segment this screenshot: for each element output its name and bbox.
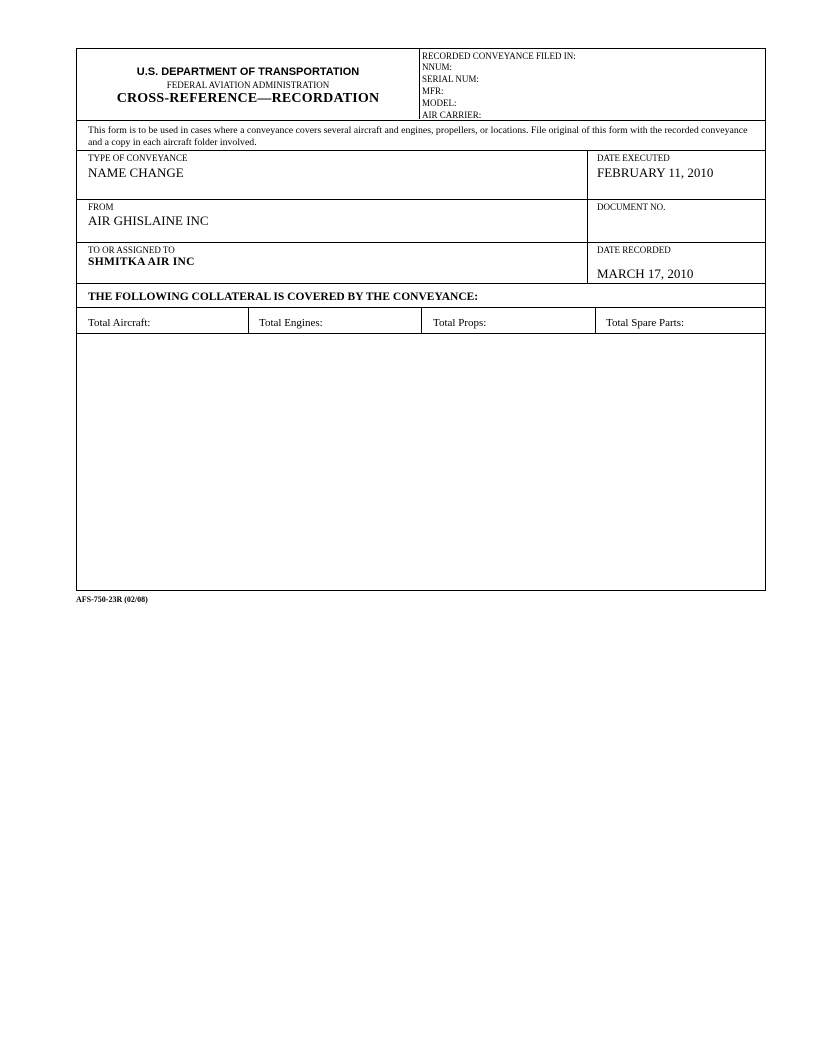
fields-column-divider (587, 150, 588, 283)
collateral-heading: THE FOLLOWING COLLATERAL IS COVERED BY THE CONVEYANCE: (88, 291, 479, 303)
row2-bottom-rule (77, 242, 765, 243)
total-spare-parts-label: Total Spare Parts: (606, 317, 685, 329)
total-engines-label: Total Engines: (259, 317, 323, 329)
date-executed-label: DATE EXECUTED (597, 153, 670, 163)
to-or-assigned-label: TO OR ASSIGNED TO (88, 245, 175, 255)
air-carrier-label: AIR CARRIER: (422, 110, 482, 120)
instructions-text: This form is to be used in cases where a conveyance covers several aircraft and engines, propellers, or locations. File original of this form with the recorded conveyance and a copy in each aircraft folder involved. (88, 125, 748, 148)
date-recorded-value: MARCH 17, 2010 (597, 266, 694, 281)
serial-num-label: SERIAL NUM: (422, 74, 479, 84)
to-or-assigned-value: SHMITKA AIR INC (88, 256, 195, 268)
totals-divider-1 (248, 307, 249, 333)
row1-bottom-rule (77, 199, 765, 200)
cross-reference-form (76, 48, 766, 591)
instructions-bottom-rule (77, 150, 765, 151)
filed-in-heading: RECORDED CONVEYANCE FILED IN: (422, 51, 576, 61)
type-of-conveyance-value: NAME CHANGE (88, 165, 184, 180)
from-label: FROM (88, 202, 114, 212)
document-no-label: DOCUMENT NO. (597, 202, 666, 212)
total-props-label: Total Props: (433, 317, 487, 329)
totals-divider-2 (421, 307, 422, 333)
collateral-listing-area (77, 334, 765, 590)
nnum-label: NNUM: (422, 62, 453, 72)
header-divider (419, 49, 420, 119)
form-number: AFS-750-23R (02/08) (76, 595, 148, 604)
date-recorded-label: DATE RECORDED (597, 245, 671, 255)
from-value: AIR GHISLAINE INC (88, 213, 209, 228)
date-executed-value: FEBRUARY 11, 2010 (597, 165, 714, 180)
department-name: U.S. DEPARTMENT OF TRANSPORTATION (136, 66, 360, 78)
form-title: CROSS-REFERENCE—RECORDATION (116, 91, 380, 106)
agency-name: FEDERAL AVIATION ADMINISTRATION (166, 80, 330, 90)
header-bottom-rule (77, 120, 765, 121)
total-aircraft-label: Total Aircraft: (88, 317, 151, 329)
row3-bottom-rule (77, 283, 765, 284)
type-of-conveyance-label: TYPE OF CONVEYANCE (88, 153, 188, 163)
totals-divider-3 (595, 307, 596, 333)
model-label: MODEL: (422, 98, 457, 108)
mfr-label: MFR: (422, 86, 444, 96)
